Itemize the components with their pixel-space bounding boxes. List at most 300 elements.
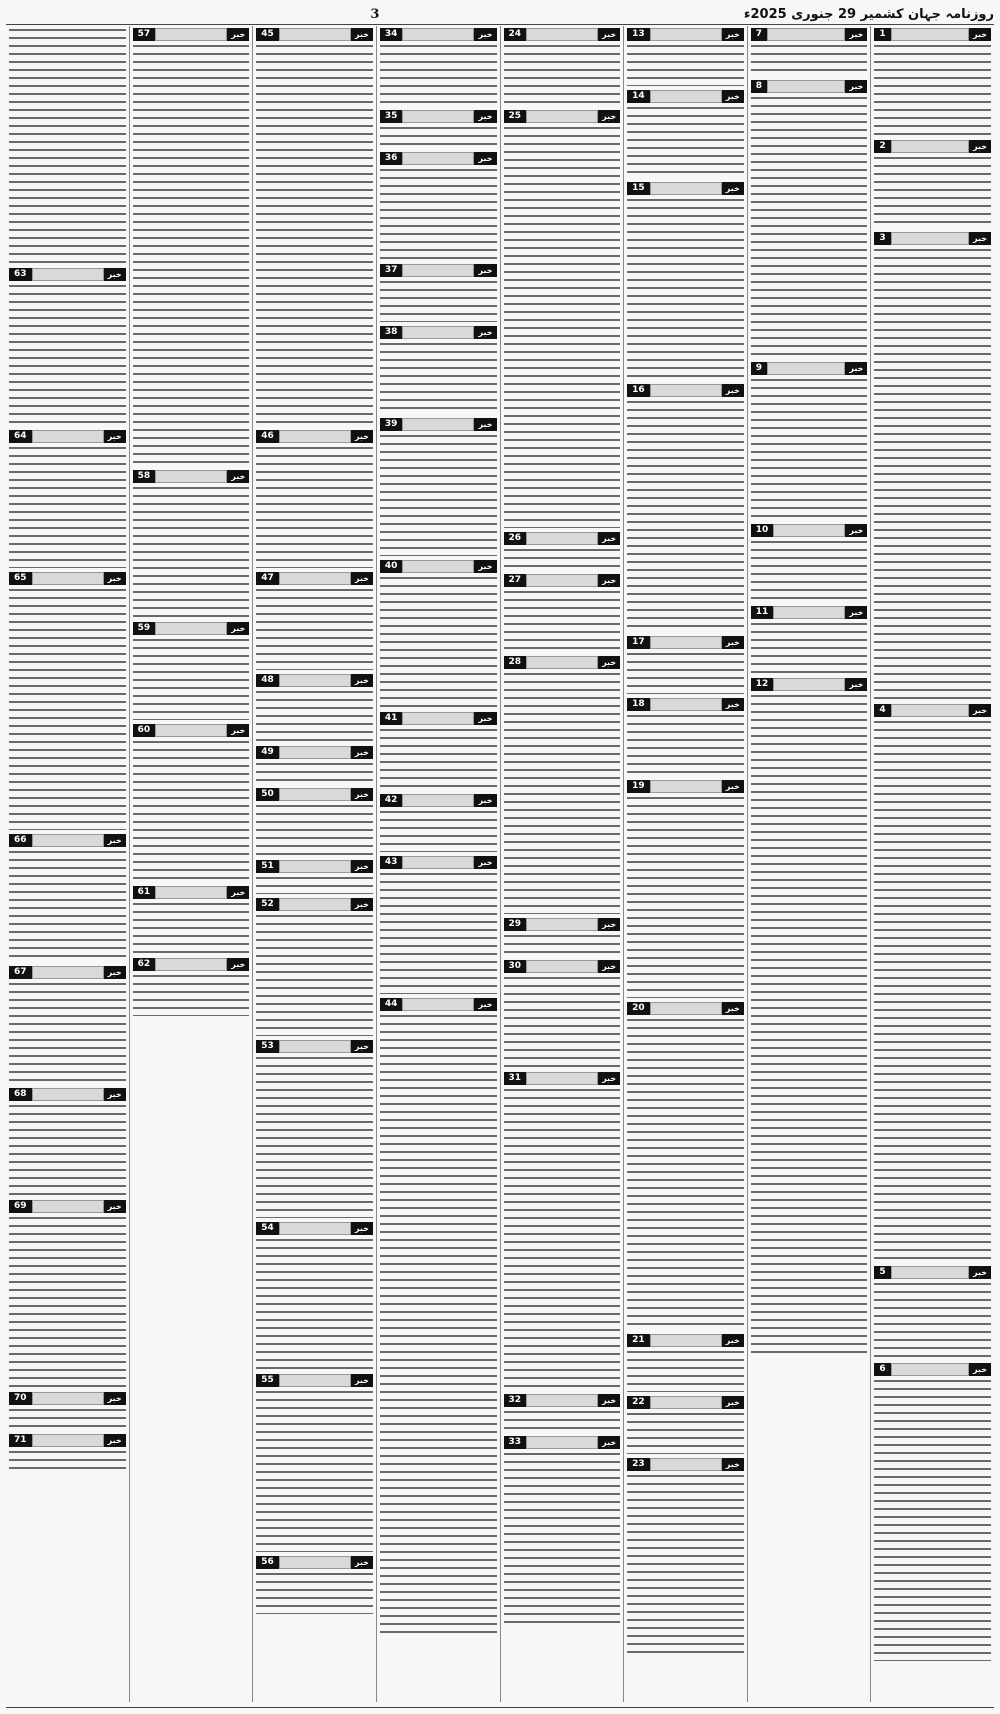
news-item-bar bbox=[279, 1556, 351, 1569]
article-body bbox=[9, 980, 126, 1084]
article-body bbox=[256, 1054, 373, 1218]
news-item-header bbox=[504, 1436, 621, 1449]
article-body bbox=[504, 1086, 621, 1390]
news-item-bar bbox=[650, 1002, 722, 1015]
news-item-number: 7 bbox=[751, 28, 767, 41]
news-item-header bbox=[627, 780, 744, 793]
news-item-number: 56 bbox=[256, 1556, 279, 1569]
news-item-number: 43 bbox=[380, 856, 403, 869]
news-item bbox=[627, 1394, 744, 1454]
news-item-number: 29 bbox=[504, 918, 527, 931]
news-item bbox=[504, 1070, 621, 1390]
news-item-label: خبر bbox=[598, 110, 620, 123]
news-item-label: خبر bbox=[104, 1434, 126, 1447]
news-item-bar bbox=[402, 110, 474, 123]
news-item-header bbox=[380, 560, 497, 573]
news-item-label: خبر bbox=[104, 430, 126, 443]
news-item-header bbox=[256, 788, 373, 801]
news-item bbox=[9, 428, 126, 568]
news-item-header bbox=[133, 622, 250, 635]
news-item-header bbox=[256, 860, 373, 873]
news-item-label: خبر bbox=[969, 232, 991, 245]
news-item-number: 39 bbox=[380, 418, 403, 431]
news-item-number: 19 bbox=[627, 780, 650, 793]
news-item bbox=[504, 1434, 621, 1624]
news-item-number: 53 bbox=[256, 1040, 279, 1053]
news-item-number: 25 bbox=[504, 110, 527, 123]
news-item-bar bbox=[526, 918, 598, 931]
article-body bbox=[627, 196, 744, 380]
news-item-header bbox=[627, 90, 744, 103]
news-item-header bbox=[256, 1556, 373, 1569]
article-body bbox=[133, 484, 250, 618]
article-body bbox=[751, 376, 868, 520]
news-item-bar bbox=[650, 636, 722, 649]
news-item bbox=[380, 26, 497, 106]
article-body bbox=[751, 620, 868, 674]
news-item-header bbox=[9, 572, 126, 585]
news-item-label: خبر bbox=[722, 182, 744, 195]
news-item-number: 59 bbox=[133, 622, 156, 635]
article-body bbox=[9, 282, 126, 426]
news-item bbox=[627, 1456, 744, 1656]
news-item-bar bbox=[891, 232, 969, 245]
news-item-bar bbox=[279, 1374, 351, 1387]
news-item-bar bbox=[32, 268, 104, 281]
news-item-number: 49 bbox=[256, 746, 279, 759]
news-item-bar bbox=[32, 966, 104, 979]
news-item bbox=[751, 78, 868, 358]
news-item-number: 20 bbox=[627, 1002, 650, 1015]
news-item bbox=[133, 722, 250, 882]
news-item-bar bbox=[526, 1394, 598, 1407]
news-item bbox=[751, 676, 868, 1356]
news-item bbox=[627, 26, 744, 86]
news-item-bar bbox=[32, 430, 104, 443]
article-body bbox=[627, 1016, 744, 1330]
news-item-header bbox=[504, 918, 621, 931]
news-item-header bbox=[751, 524, 868, 537]
news-item bbox=[380, 416, 497, 556]
article-body bbox=[380, 278, 497, 322]
news-item-label: خبر bbox=[598, 28, 620, 41]
news-item bbox=[380, 792, 497, 852]
news-item-header bbox=[380, 264, 497, 277]
news-item-number: 14 bbox=[627, 90, 650, 103]
news-item-bar bbox=[650, 384, 722, 397]
news-item-label: خبر bbox=[845, 678, 867, 691]
news-item-header bbox=[9, 1434, 126, 1447]
news-item bbox=[751, 604, 868, 674]
news-item-label: خبر bbox=[969, 704, 991, 717]
news-column bbox=[500, 26, 624, 1702]
news-item-header bbox=[256, 898, 373, 911]
news-item bbox=[9, 832, 126, 962]
news-item-label: خبر bbox=[845, 362, 867, 375]
news-item-bar bbox=[891, 704, 969, 717]
news-item-label: خبر bbox=[474, 794, 496, 807]
news-item-header bbox=[380, 28, 497, 41]
news-item-label: خبر bbox=[351, 898, 373, 911]
news-item bbox=[9, 570, 126, 830]
news-item-label: خبر bbox=[722, 1396, 744, 1409]
news-item bbox=[874, 26, 991, 136]
article-body bbox=[9, 1102, 126, 1196]
article-body bbox=[504, 124, 621, 528]
news-item bbox=[627, 778, 744, 998]
article-body bbox=[9, 1406, 126, 1430]
article-body bbox=[9, 444, 126, 568]
article-body bbox=[256, 42, 373, 426]
news-item bbox=[256, 744, 373, 784]
news-item-header bbox=[380, 110, 497, 123]
news-item-number: 55 bbox=[256, 1374, 279, 1387]
news-item-number: 6 bbox=[874, 1363, 890, 1376]
news-item bbox=[504, 654, 621, 914]
news-item-number: 42 bbox=[380, 794, 403, 807]
news-item-number: 68 bbox=[9, 1088, 32, 1101]
news-item-bar bbox=[767, 28, 845, 41]
news-item-label: خبر bbox=[969, 1266, 991, 1279]
news-item-bar bbox=[402, 856, 474, 869]
news-item-number: 30 bbox=[504, 960, 527, 973]
news-item bbox=[133, 468, 250, 618]
news-column bbox=[252, 26, 376, 1702]
news-item bbox=[9, 266, 126, 426]
news-item-number: 62 bbox=[133, 958, 156, 971]
page-number: 3 bbox=[370, 6, 380, 22]
news-item-number: 11 bbox=[751, 606, 774, 619]
news-item bbox=[751, 522, 868, 602]
news-item-label: خبر bbox=[227, 622, 249, 635]
news-item-number: 70 bbox=[9, 1392, 32, 1405]
news-item-header bbox=[9, 268, 126, 281]
news-item-header bbox=[627, 1334, 744, 1347]
news-item bbox=[504, 26, 621, 106]
news-item-label: خبر bbox=[474, 264, 496, 277]
news-item-bar bbox=[891, 1363, 969, 1376]
article-body bbox=[256, 444, 373, 568]
article-body bbox=[751, 538, 868, 602]
news-item-number: 34 bbox=[380, 28, 403, 41]
news-item bbox=[504, 958, 621, 1068]
news-item-bar bbox=[32, 1392, 104, 1405]
news-item-number: 28 bbox=[504, 656, 527, 669]
news-item-bar bbox=[650, 1396, 722, 1409]
news-item bbox=[380, 558, 497, 708]
news-item bbox=[380, 108, 497, 148]
news-item-bar bbox=[279, 28, 351, 41]
news-item bbox=[627, 696, 744, 776]
news-item-number: 57 bbox=[133, 28, 156, 41]
news-item bbox=[256, 786, 373, 856]
news-item-header bbox=[380, 712, 497, 725]
news-item-header bbox=[133, 958, 250, 971]
news-item bbox=[504, 572, 621, 652]
news-item bbox=[751, 360, 868, 520]
news-item-number: 22 bbox=[627, 1396, 650, 1409]
article-body bbox=[751, 94, 868, 358]
news-item-header bbox=[874, 140, 991, 153]
news-item-label: خبر bbox=[722, 1458, 744, 1471]
news-item-label: خبر bbox=[598, 656, 620, 669]
article-body bbox=[627, 104, 744, 178]
news-column bbox=[623, 26, 747, 1702]
news-item-header bbox=[380, 998, 497, 1011]
news-item-number: 66 bbox=[9, 834, 32, 847]
news-item bbox=[133, 884, 250, 954]
news-item-bar bbox=[402, 998, 474, 1011]
news-item-header bbox=[9, 1392, 126, 1405]
news-item-header bbox=[380, 418, 497, 431]
news-item bbox=[256, 672, 373, 742]
article-body bbox=[133, 972, 250, 1016]
news-item-bar bbox=[773, 606, 845, 619]
news-item bbox=[380, 150, 497, 260]
news-item-bar bbox=[279, 1222, 351, 1235]
article-body bbox=[380, 726, 497, 790]
article-body bbox=[627, 1348, 744, 1392]
news-item bbox=[133, 26, 250, 466]
news-item-bar bbox=[526, 532, 598, 545]
news-item-bar bbox=[526, 110, 598, 123]
news-item-header bbox=[380, 794, 497, 807]
news-item-header bbox=[627, 1458, 744, 1471]
news-item-bar bbox=[402, 560, 474, 573]
news-item-header bbox=[751, 362, 868, 375]
article-body bbox=[380, 1012, 497, 1636]
news-item-label: خبر bbox=[722, 636, 744, 649]
news-item-number: 36 bbox=[380, 152, 403, 165]
article-body bbox=[256, 586, 373, 670]
article-body bbox=[380, 870, 497, 994]
news-item-label: خبر bbox=[104, 268, 126, 281]
news-item-header bbox=[133, 28, 250, 41]
news-item-bar bbox=[650, 780, 722, 793]
news-item-header bbox=[874, 232, 991, 245]
bottom-rule bbox=[6, 1707, 994, 1708]
news-item-header bbox=[256, 572, 373, 585]
news-item-number: 38 bbox=[380, 326, 403, 339]
article-body bbox=[504, 932, 621, 956]
news-item-label: خبر bbox=[227, 886, 249, 899]
news-item-header bbox=[256, 430, 373, 443]
news-item bbox=[627, 180, 744, 380]
news-item-number: 1 bbox=[874, 28, 890, 41]
news-item-label: خبر bbox=[969, 1363, 991, 1376]
news-item bbox=[504, 530, 621, 570]
news-item-label: خبر bbox=[351, 1222, 373, 1235]
news-item-header bbox=[751, 28, 868, 41]
news-item-bar bbox=[773, 524, 845, 537]
news-item-bar bbox=[891, 140, 969, 153]
news-column bbox=[376, 26, 500, 1702]
news-item-bar bbox=[526, 960, 598, 973]
news-item-number: 23 bbox=[627, 1458, 650, 1471]
article-body bbox=[256, 1236, 373, 1370]
news-item bbox=[9, 1390, 126, 1430]
news-item bbox=[256, 1038, 373, 1218]
news-item-number: 10 bbox=[751, 524, 774, 537]
news-item bbox=[627, 88, 744, 178]
news-item bbox=[133, 620, 250, 720]
news-item-header bbox=[751, 80, 868, 93]
news-item-bar bbox=[402, 794, 474, 807]
news-item-label: خبر bbox=[598, 960, 620, 973]
article-body bbox=[504, 1408, 621, 1432]
news-item-bar bbox=[650, 182, 722, 195]
article-body bbox=[256, 1570, 373, 1614]
news-item-number: 60 bbox=[133, 724, 156, 737]
news-item-number: 21 bbox=[627, 1334, 650, 1347]
article-body bbox=[9, 1214, 126, 1388]
news-item bbox=[627, 634, 744, 694]
news-item-label: خبر bbox=[845, 28, 867, 41]
news-item-number: 47 bbox=[256, 572, 279, 585]
news-item-label: خبر bbox=[598, 574, 620, 587]
news-item-bar bbox=[526, 574, 598, 587]
news-item-bar bbox=[279, 788, 351, 801]
news-item-header bbox=[627, 182, 744, 195]
article-body bbox=[874, 1377, 991, 1661]
news-item-label: خبر bbox=[351, 788, 373, 801]
news-item-label: خبر bbox=[845, 80, 867, 93]
news-item-number: 12 bbox=[751, 678, 774, 691]
news-item-bar bbox=[773, 678, 845, 691]
news-item-label: خبر bbox=[474, 712, 496, 725]
news-item bbox=[504, 108, 621, 528]
news-item-header bbox=[256, 674, 373, 687]
news-item-number: 18 bbox=[627, 698, 650, 711]
news-item-header bbox=[256, 1040, 373, 1053]
news-column bbox=[129, 26, 253, 1702]
article-body bbox=[874, 718, 991, 1262]
news-item-bar bbox=[32, 1088, 104, 1101]
news-item-label: خبر bbox=[598, 1072, 620, 1085]
news-item-number: 44 bbox=[380, 998, 403, 1011]
news-item-header bbox=[256, 746, 373, 759]
article-body bbox=[380, 124, 497, 148]
news-item-label: خبر bbox=[351, 572, 373, 585]
news-item-bar bbox=[32, 834, 104, 847]
news-item-label: خبر bbox=[227, 28, 249, 41]
news-item-label: خبر bbox=[351, 1556, 373, 1569]
news-item-label: خبر bbox=[969, 28, 991, 41]
news-item-label: خبر bbox=[351, 674, 373, 687]
news-item-label: خبر bbox=[351, 28, 373, 41]
news-item-number: 27 bbox=[504, 574, 527, 587]
news-item-number: 50 bbox=[256, 788, 279, 801]
news-item bbox=[256, 570, 373, 670]
news-item-number: 32 bbox=[504, 1394, 527, 1407]
news-item-bar bbox=[526, 656, 598, 669]
news-item-number: 46 bbox=[256, 430, 279, 443]
news-item-header bbox=[504, 28, 621, 41]
news-item bbox=[380, 262, 497, 322]
news-item bbox=[256, 1554, 373, 1614]
news-item-header bbox=[627, 1002, 744, 1015]
news-item bbox=[627, 382, 744, 632]
article-body bbox=[133, 42, 250, 466]
news-item bbox=[133, 956, 250, 1016]
news-item-header bbox=[504, 1394, 621, 1407]
news-item-label: خبر bbox=[351, 430, 373, 443]
news-item-label: خبر bbox=[845, 606, 867, 619]
article-body bbox=[874, 154, 991, 228]
news-item bbox=[256, 1372, 373, 1552]
news-item-header bbox=[9, 966, 126, 979]
news-item-header bbox=[380, 856, 497, 869]
news-item-label: خبر bbox=[722, 1334, 744, 1347]
news-item-number: 8 bbox=[751, 80, 767, 93]
news-item bbox=[380, 324, 497, 414]
news-item-label: خبر bbox=[845, 524, 867, 537]
news-item-number: 58 bbox=[133, 470, 156, 483]
article-body bbox=[627, 650, 744, 694]
news-item-header bbox=[380, 152, 497, 165]
news-item bbox=[751, 26, 868, 76]
article-body bbox=[627, 712, 744, 776]
news-item bbox=[9, 1432, 126, 1472]
news-item-number: 67 bbox=[9, 966, 32, 979]
news-item-bar bbox=[32, 572, 104, 585]
news-item bbox=[874, 230, 991, 700]
news-item-label: خبر bbox=[722, 780, 744, 793]
news-item-header bbox=[9, 834, 126, 847]
news-item-header bbox=[256, 1222, 373, 1235]
article-body bbox=[627, 398, 744, 632]
news-item bbox=[9, 964, 126, 1084]
news-item-bar bbox=[279, 674, 351, 687]
news-item-label: خبر bbox=[598, 1394, 620, 1407]
news-item-header bbox=[751, 606, 868, 619]
news-item-number: 35 bbox=[380, 110, 403, 123]
article-body bbox=[256, 688, 373, 742]
news-item-header bbox=[133, 470, 250, 483]
news-item-bar bbox=[526, 1072, 598, 1085]
article-body bbox=[380, 166, 497, 260]
article-body bbox=[504, 588, 621, 652]
news-item-header bbox=[627, 698, 744, 711]
news-item-bar bbox=[155, 470, 227, 483]
article-body bbox=[751, 42, 868, 76]
news-item bbox=[504, 1392, 621, 1432]
news-item-bar bbox=[650, 1458, 722, 1471]
article-body bbox=[380, 42, 497, 106]
news-item-label: خبر bbox=[227, 958, 249, 971]
news-item-bar bbox=[767, 80, 845, 93]
news-item-bar bbox=[402, 712, 474, 725]
news-item bbox=[380, 710, 497, 790]
news-item bbox=[627, 1000, 744, 1330]
article-body bbox=[380, 808, 497, 852]
news-item-label: خبر bbox=[722, 698, 744, 711]
news-item-bar bbox=[279, 898, 351, 911]
news-item-header bbox=[504, 574, 621, 587]
news-item-label: خبر bbox=[598, 1436, 620, 1449]
news-item bbox=[256, 1220, 373, 1370]
article-body bbox=[504, 670, 621, 914]
news-item-header bbox=[627, 28, 744, 41]
article-body bbox=[256, 802, 373, 856]
news-item-bar bbox=[891, 1266, 969, 1279]
news-item bbox=[874, 1264, 991, 1359]
news-item-number: 51 bbox=[256, 860, 279, 873]
news-item-label: خبر bbox=[474, 856, 496, 869]
news-item-bar bbox=[279, 430, 351, 443]
news-item-header bbox=[874, 1266, 991, 1279]
news-item-bar bbox=[891, 28, 969, 41]
